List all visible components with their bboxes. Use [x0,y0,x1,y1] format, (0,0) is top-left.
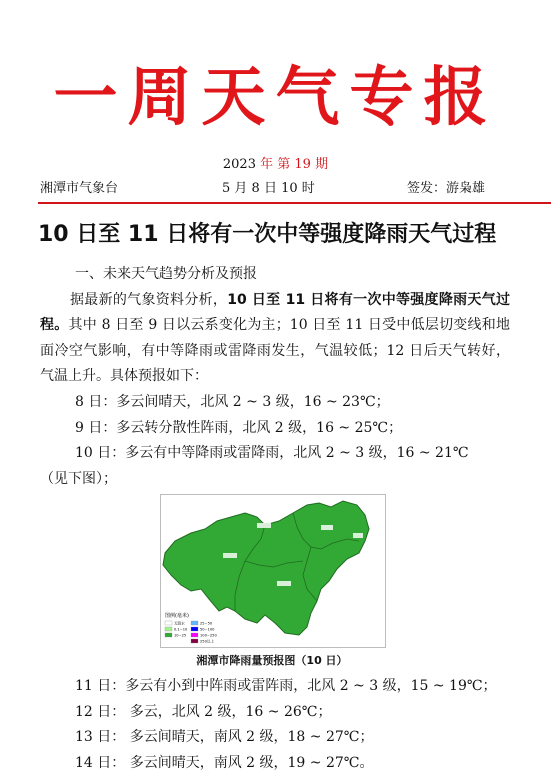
forecast-day-13: 13 日： 多云间晴天，南风 2 级，18 ~ 27℃； [75,729,374,746]
district-label-mark [223,553,237,558]
issue-number [0,156,551,174]
legend-label: 50~100 [200,627,215,632]
forecast-day-10: 10 日：多云有中等降雨或雷降雨，北风 2 ~ 3 级，16 ~ 21℃ [75,445,469,462]
issue-year-unit: 年 [260,157,274,172]
legend-title: 图例(毫米) [165,613,189,619]
legend-label: 无降水 [174,621,185,626]
legend-swatch [191,639,198,643]
issue-date: 5 月 8 日 10 时 [222,181,315,196]
legend-swatch [191,633,198,637]
rainfall-map [160,494,386,648]
legend-swatch [165,627,172,631]
paragraph-bold: 10 日至 11 日将有一次中等强度降雨天气过程。 [40,291,511,334]
legend-swatch [191,627,198,631]
issue-no: 第 19 期 [277,157,329,172]
section-title: 一、未来天气趋势分析及预报 [75,266,257,282]
publisher: 湘潭市气象台 [40,181,119,196]
map-caption: 湘潭市降雨量预报图（10 日） [196,654,348,667]
forecast-day-8: 8 日：多云间晴天，北风 2 ~ 3 级，16 ~ 23℃； [75,393,390,410]
district-label-mark [277,581,291,586]
analysis-paragraph [40,288,510,390]
header-divider [38,202,551,204]
legend-label: 250以上 [200,639,215,644]
forecast-day-9: 9 日：多云转分散性阵雨，北风 2 级，16 ~ 25℃； [75,419,403,436]
map-legend [165,612,217,644]
headline: 10 日至 11 日将有一次中等强度降雨天气过程 [38,222,497,247]
masthead-title: 一周天气专报 [53,60,498,135]
paragraph-lead: 据最新的气象资料分析， [70,291,228,308]
rainfall-map-graphic [161,495,385,647]
forecast-day-10-cont: （见下图）； [40,470,117,487]
article-body [40,262,510,492]
forecast-day-12: 12 日： 多云，北风 2 级，16 ~ 26℃； [75,703,332,720]
issue-year: 2023 [222,157,256,172]
forecast-day-14: 14 日： 多云间晴天，南风 2 级，19 ~ 27℃。 [75,754,374,771]
district-label-mark [353,533,363,538]
signoff: 签发：游枭雄 [407,181,486,196]
forecast-day-11: 11 日：多云有小到中阵雨或雷阵雨，北风 2 ~ 3 级，15 ~ 19℃； [75,678,497,694]
forecast-continued [40,674,540,776]
district-label-mark [321,525,333,530]
legend-swatch [165,621,172,625]
legend-swatch [191,621,198,625]
legend-label: 100~250 [200,633,217,638]
legend-swatch [165,633,172,637]
legend-label: 25~50 [200,621,213,626]
district-label-mark [257,523,271,528]
legend-label: 0.1~10 [174,627,188,632]
xiangtan-region-shape [163,501,369,635]
paragraph-rest: 其中 8 日至 9 日以云系变化为主；10 日至 11 日受中低层切变线和地面冷空气影响，有中等降雨或雷降雨发生，气温较低；12 日后天气转好，气温上升。具体预报如下： [40,317,511,385]
legend-label: 10~25 [174,633,187,638]
